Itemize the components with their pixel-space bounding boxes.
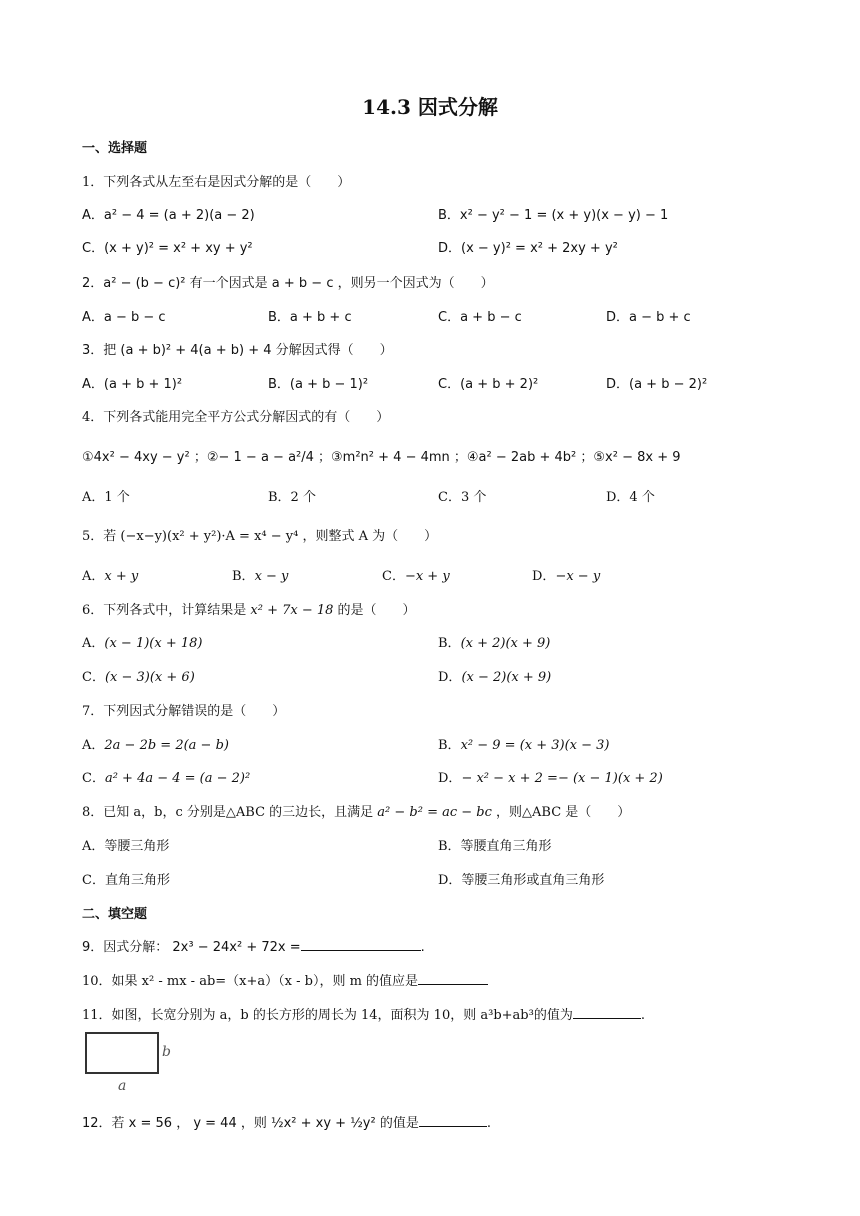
- question-8-stem-post: ，则△ABC 是（ ）: [491, 805, 631, 820]
- question-6-option-a-label: A．: [82, 636, 105, 651]
- question-5-option-b-label: B．: [232, 569, 255, 584]
- question-7-option-b-expr: x² − 9 = (x + 3)(x − 3): [460, 738, 610, 753]
- question-1-option-b: B．x² − y² − 1 = (x + y)(x − y) − 1: [438, 208, 669, 223]
- question-2-option-b: B．a + b + c: [268, 310, 352, 325]
- question-4-option-d: D．4 个: [606, 490, 655, 505]
- question-8-option-a: A．等腰三角形: [82, 839, 170, 854]
- question-12-end: .: [486, 1116, 491, 1131]
- question-7-option-d: [438, 767, 663, 786]
- question-7-option-c: [82, 767, 250, 786]
- question-12: [82, 1112, 491, 1131]
- question-7-stem: 7．下列因式分解错误的是（ ）: [82, 704, 286, 719]
- question-5-option-b-expr: x − y: [254, 569, 289, 584]
- question-5-option-d-label: D．: [532, 569, 556, 584]
- question-7-option-a-expr: 2a − 2b = 2(a − b): [104, 738, 229, 753]
- question-7-option-b-label: B．: [438, 738, 461, 753]
- question-11: [82, 1004, 645, 1023]
- question-6-stem: [82, 599, 416, 618]
- question-4-option-a: A．1 个: [82, 490, 130, 505]
- question-6-option-b-label: B．: [438, 636, 461, 651]
- question-6-stem-math: x² + 7x − 18: [250, 603, 334, 618]
- question-12-stem: 12．若 x = 56 ， y = 44 ，则 ½x² + xy + ½y² 的值是: [82, 1116, 419, 1131]
- question-6-option-c: [82, 666, 195, 685]
- question-6-option-d-label: D．: [438, 670, 462, 685]
- question-5-option-a-expr: x + y: [104, 569, 139, 584]
- question-8-option-d: D．等腰三角形或直角三角形: [438, 873, 605, 888]
- question-3-option-b: B．(a + b − 1)²: [268, 377, 369, 392]
- question-2-option-d: D．a − b + c: [606, 310, 691, 325]
- question-7-option-d-label: D．: [438, 771, 462, 786]
- question-8-option-c: C．直角三角形: [82, 873, 170, 888]
- rectangle-diagram: [84, 1030, 174, 1096]
- question-5-option-c: [382, 565, 450, 584]
- question-6-option-a-expr: (x − 1)(x + 18): [104, 636, 203, 651]
- question-5-option-a: [82, 565, 138, 584]
- question-6-option-d-expr: (x − 2)(x + 9): [461, 670, 552, 685]
- question-7-option-a: [82, 734, 229, 753]
- question-2-stem: 2．a² − (b − c)² 有一个因式是 a + b − c ，则另一个因式为（ ）: [82, 276, 494, 291]
- question-9-answer-blank[interactable]: [301, 938, 421, 951]
- question-11-stem: 11．如图，长宽分别为 a，b 的长方形的周长为 14，面积为 10，则 a³b+ab³的值为: [82, 1008, 573, 1023]
- question-1-option-c: C．(x + y)² = x² + xy + y²: [82, 241, 253, 256]
- question-9-stem: 9．因式分解： 2x³ − 24x² + 72x =: [82, 940, 301, 955]
- question-10-answer-blank[interactable]: [418, 972, 488, 985]
- question-11-answer-blank[interactable]: [573, 1006, 641, 1019]
- question-5-option-c-expr: −x + y: [404, 569, 450, 584]
- question-1-option-a: A．a² − 4 = (a + 2)(a − 2): [82, 208, 255, 223]
- question-5-option-d-expr: −x − y: [555, 569, 601, 584]
- question-3-option-c: C．(a + b + 2)²: [438, 377, 539, 392]
- question-10: [82, 970, 488, 989]
- question-8-stem-pre: 8．已知 a，b，c 分别是△ABC 的三边长，且满足: [82, 805, 378, 820]
- question-12-answer-blank[interactable]: [419, 1114, 487, 1127]
- question-3-option-d: D．(a + b − 2)²: [606, 377, 708, 392]
- rectangle-figure: [84, 1030, 174, 1096]
- section-choice-heading: 一、选择题: [82, 141, 148, 156]
- question-5-option-d: [532, 565, 600, 584]
- question-10-stem: 10．如果 x² - mx - ab=（x+a）（x - b），则 m 的值应是: [82, 974, 419, 989]
- question-6-option-b-expr: (x + 2)(x + 9): [460, 636, 551, 651]
- question-4-items: ①4x² − 4xy − y² ；②− 1 − a − a²/4 ；③m²n² + 4 − 4mn ；④a² − 2ab + 4b² ；⑤x² − 8x + 9: [82, 450, 681, 465]
- question-4-option-c: C．3 个: [438, 490, 487, 505]
- question-5-option-b: [232, 565, 288, 584]
- question-1-option-d: D．(x − y)² = x² + 2xy + y²: [438, 241, 618, 256]
- question-8-stem: [82, 801, 630, 820]
- question-3-stem: 3．把 (a + b)² + 4(a + b) + 4 分解因式得（ ）: [82, 343, 393, 358]
- question-7-option-c-label: C．: [82, 771, 105, 786]
- question-7-option-a-label: A．: [82, 738, 105, 753]
- question-6-option-c-label: C．: [82, 670, 105, 685]
- question-11-end: .: [640, 1008, 645, 1023]
- question-2-option-c: C．a + b − c: [438, 310, 522, 325]
- question-6-option-a: [82, 632, 202, 651]
- question-7-option-c-expr: a² + 4a − 4 = (a − 2)²: [104, 771, 251, 786]
- question-8-stem-math: a² − b² = ac − bc: [377, 805, 492, 820]
- rectangle-label-a: a: [118, 1078, 127, 1094]
- question-5-option-a-label: A．: [82, 569, 105, 584]
- question-6-option-d: [438, 666, 551, 685]
- question-6-stem-post: 的是（ ）: [333, 603, 416, 618]
- question-2-option-a: A．a − b − c: [82, 310, 166, 325]
- question-9-end: .: [420, 940, 425, 955]
- question-6-option-c-expr: (x − 3)(x + 6): [104, 670, 195, 685]
- rectangle-label-b: b: [162, 1044, 171, 1060]
- rectangle-shape: [86, 1033, 158, 1073]
- question-7-option-d-expr: − x² − x + 2 =− (x − 1)(x + 2): [461, 771, 663, 786]
- question-6-option-b: [438, 632, 550, 651]
- question-7-option-b: [438, 734, 610, 753]
- question-4-option-b: B．2 个: [268, 490, 316, 505]
- question-3-option-a: A．(a + b + 1)²: [82, 377, 183, 392]
- question-4-stem: 4．下列各式能用完全平方公式分解因式的有（ ）: [82, 410, 390, 425]
- question-5-option-c-label: C．: [382, 569, 405, 584]
- question-5-stem: 5．若 (−x−y)(x² + y²)·A = x⁴ − y⁴ ，则整式 A 为（ ）: [82, 529, 438, 544]
- section-fill-heading: 二、填空题: [82, 907, 148, 922]
- page-title: 14.3 因式分解: [362, 95, 498, 119]
- question-8-option-b: B．等腰直角三角形: [438, 839, 552, 854]
- question-6-stem-pre: 6．下列各式中，计算结果是: [82, 603, 251, 618]
- question-9: [82, 936, 425, 955]
- question-1-stem: 1．下列各式从左至右是因式分解的是（ ）: [82, 175, 351, 190]
